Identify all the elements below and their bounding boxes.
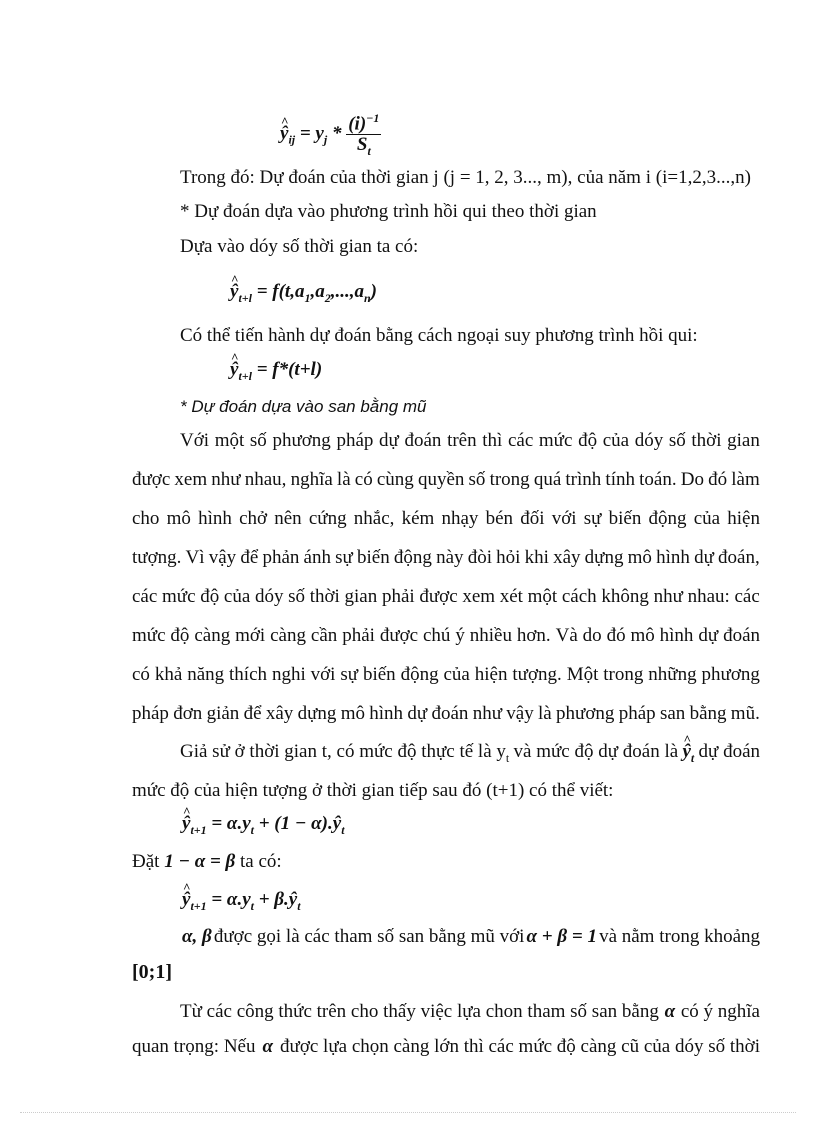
para-main-word: này [436,547,464,568]
formula1-num-sup: −1 [366,111,380,125]
para-main-word: nhiều [469,625,512,646]
formula4-lhs-sub: t+1 [190,822,207,837]
para-main-word: dự [407,703,428,724]
para-main-word: chở [239,508,268,529]
para-main-word: được [132,469,171,490]
formula4-lhs: ^ ŷ [182,812,190,836]
para-main-word: pháp [132,703,169,724]
para-main-word: thời [309,586,340,607]
para-main-line-8 [132,702,760,726]
para-main-word: sự [340,664,359,685]
para-main-word: mức [132,625,166,646]
para-main-word: ý [455,625,465,646]
para-main-word: mũ. [730,703,760,724]
para-main-word: dự [379,430,399,451]
para-main-word: với [551,508,577,529]
para-main-word: làm [731,469,760,490]
para-main-word: biến [357,547,390,568]
para-main-word: một [214,430,245,451]
formula1-fraction [346,108,381,161]
formula2-rhs: = f(t,a [256,281,305,302]
para-main-word: nhắc, [353,508,395,529]
para-main-word: thì [482,430,503,451]
alpha-beta-sym: α, β [182,926,212,947]
formula4-rhs: = α.y [211,813,251,834]
para-main-word: với [310,664,336,685]
para-main-word: nghĩa [290,469,333,490]
para-main-word: sự [583,508,602,529]
formula-regression [230,280,377,310]
final-a: Từ các công thức trên cho thấy việc lựa chon tham số san bằng [180,1001,659,1022]
para-main-word: chú [423,625,451,646]
para-main-word: nhau, [244,469,287,490]
para-main-word: các [507,430,534,451]
para-main-word: của [693,508,721,529]
para-main-word: là [538,703,552,724]
para-main-word: ánh [303,547,331,568]
para-main-word: một [527,586,558,607]
formula-forecast-ij [280,108,381,164]
gia-su-c: dự đoán [698,741,760,762]
para-main-word: phải [342,625,375,646]
formula2-c1: ,a [310,281,325,302]
para-main-word: động [400,664,439,685]
para-main-word: Với [180,430,210,451]
para-gia-su-line-1 [180,740,760,770]
para-main-word: độ [170,625,190,646]
formula1-mid-sub: j [323,132,328,147]
para-main-line-6 [132,624,760,648]
formula4-rs2: t [341,822,345,837]
para-main-word: hiện [727,508,760,529]
para-main-word: động [393,547,432,568]
para-main-word: xem [174,469,208,490]
para-main-word: toán. [639,469,677,490]
para-main-word: san [659,703,686,724]
para-main-word: đoán, [718,547,760,568]
heading-regression: * Dự đoán dựa vào phương trình hồi qui theo thời gian [180,201,597,222]
para-main-word: cứng [308,508,347,529]
para-main-word: dựng [584,547,624,568]
dat-expr: 1 − α = β [164,851,236,872]
para-main-word: tính [605,469,635,490]
para-main-word: có [132,664,150,685]
para-main-word: để [240,547,259,568]
para-main-word: Một [566,664,599,685]
para-main-word: trình [565,469,602,490]
formula1-lhs: ^ ŷ [280,110,288,158]
para-main-word: hiện [474,664,508,685]
para-main-word: hơn. [516,625,551,646]
formula-exp-smoothing [182,812,345,842]
formula1-star: * [331,122,342,144]
para-main-word: đoán [431,703,469,724]
para-main-word: sự [335,547,353,568]
para-main-word: mới [235,625,266,646]
para-main-line-3 [132,507,760,531]
para-main-line-2 [132,468,760,492]
formula2-sn: n [363,290,371,305]
para-final-line-2 [132,1035,760,1059]
para-main-word: nhạy [441,508,479,529]
formula5-lhs: ^ ŷ [182,888,190,912]
para-main-word: của [602,430,630,451]
formula3-rhs: = f*(t+l) [256,359,323,380]
formula3-lhs: ^ ŷ [230,358,238,382]
para-main-word: hình [656,547,690,568]
para-main-line-1 [180,429,760,453]
para-main-line-4 [132,546,760,570]
para-main-word: mô [627,547,652,568]
para-main-word: trong [603,664,644,685]
para-main-word: cho [132,508,160,529]
para-main-word: vậy [506,703,534,724]
para-main-word: cần [310,625,338,646]
gia-su-symsub: t [690,750,695,765]
page-bottom-divider [20,1112,796,1113]
para-main-word: Vì [185,547,205,568]
para-main-word: vậy [208,547,237,568]
formula5-rs1: t [250,898,254,913]
formula5-rhs: = α.y [211,889,251,910]
formula4-rs1: t [250,822,254,837]
para-main-word: càng [270,625,306,646]
para-main-word: tượng. [512,664,562,685]
para-main-word: Do [680,469,704,490]
para-main-word: quyền [417,469,465,490]
para-main-word: pháp [618,703,656,724]
para-main-word: thích [229,664,268,685]
para-main-word: các [132,586,158,607]
para-main-word: như [472,703,502,724]
para-main-word: biến [608,508,642,529]
para-main-word: mô [340,703,365,724]
final-b: có ý nghĩa [680,1001,760,1022]
para-main-word: phương [556,703,615,724]
final-sym-1: α [664,1001,676,1022]
para-main-word: là [336,469,351,490]
dat-tail: ta có: [240,851,282,872]
para-main-word: do [582,625,602,646]
para-main-word: như [653,586,683,607]
para-main-word: đòi [467,547,492,568]
para-main-word: động [648,508,687,529]
para-main-word: trong [489,469,530,490]
para-main-word: đoán [404,430,442,451]
para-main-word: tượng. [132,547,182,568]
para-main-word: hình [198,508,232,529]
para-main-word: xây [265,703,294,724]
para-main-word: khi [524,547,549,568]
gia-su-sym: ^ ŷ [682,740,690,764]
final-sym-2: α [262,1036,274,1057]
formula1-den: S [356,134,368,156]
para-main-word: dựng [297,703,337,724]
para-main-word: hỏi [496,547,521,568]
para-main-word: số [249,430,267,451]
para-main-word: thời [691,430,722,451]
formula1-den-sub: t [367,144,371,159]
formula4-rhs2: + (1 − α).ŷ [258,813,342,834]
para-main-word: để [243,703,262,724]
alpha-expr: α + β = 1 [526,926,597,947]
para-main-word: khả [154,664,183,685]
para-main-word: mức [162,586,196,607]
gia-su-a: Giả sử ở thời gian t, có mức độ thực tế là y [180,741,506,762]
formula-exp-smoothing-beta [182,888,301,918]
para-main-word: mức [538,430,573,451]
para-main-word: giản [206,703,240,724]
para-main-word: đơn [173,703,203,724]
para-main-word: cách [561,586,597,607]
final-c: quan trọng: Nếu [132,1036,256,1057]
formula5-lhs-sub: t+1 [190,898,207,913]
para-main-word: Và [555,625,578,646]
para-main-word: phương [701,664,760,685]
para-main-word: phương [272,430,331,451]
para-main-word: của [223,586,251,607]
formula-extrapolation [230,358,322,388]
formula1-num: (i) [348,113,367,135]
formula2-s1: 1 [304,290,311,305]
alpha-text-a: được gọi là các tham số san bằng mũ với [213,926,525,947]
para-main-word: có [354,469,373,490]
para-main-word: của [443,664,470,685]
para-main-word: năng [187,664,225,685]
para-main-word: đó [606,625,626,646]
para-main-word: dự [698,625,719,646]
para-main-line-7 [132,663,760,687]
para-main-word: xây [553,547,581,568]
para-main-word: càng [194,625,231,646]
para-main-word: kém [401,508,435,529]
para-main-word: bén [485,508,514,529]
para-main-word: bằng [689,703,727,724]
para-final-line-1 [180,1000,760,1024]
formula2-lhs-sub: t+l [238,290,252,305]
formula2-c2: ,...,a [330,281,364,302]
para-alpha-line-1 [182,925,760,949]
para-main-word: gian [344,586,378,607]
para-main-word: trên [447,430,477,451]
alpha-text-b: và nằm trong khoảng [599,926,760,947]
para-main-word: mô [630,625,655,646]
para-main-word: những [648,664,697,685]
para-main-word: các [734,586,760,607]
formula2-end: ) [370,281,377,302]
gia-su-b: và mức độ dự đoán là [513,741,679,762]
formula3-lhs-sub: t+l [238,368,252,383]
para-main-word: dóy [254,586,284,607]
line-dat [132,850,282,874]
formula1-mid: = y [299,122,324,144]
para-main-word: phải [381,586,415,607]
para-main-word: cùng [376,469,414,490]
para-main-word: biến [362,664,396,685]
gia-su-sub: t [505,750,510,765]
formula2-lhs: ^ ŷ [230,280,238,304]
line-co-the: Có thể tiến hành dự đoán bằng cách ngoại suy phương trình hồi qui: [180,325,698,346]
alpha-range: [0;1] [132,961,172,983]
para-main-word: gian [727,430,760,451]
para-main-word: không [601,586,649,607]
formula2-s2: 2 [324,290,331,305]
para-main-word: số [668,430,686,451]
para-main-word: đoán [723,625,760,646]
para-main-word: số [288,586,306,607]
heading-exponential: * Dự đoán dựa vào san bằng mũ [180,397,427,416]
para-main-word: dóy [634,430,664,451]
para-main-word: đối [520,508,545,529]
formula5-rs2: t [297,898,301,913]
para-trong-do: Trong đó: Dự đoán của thời gian j (j = 1, 2, 3..., m), của năm i (i=1,2,3...,n) [180,167,751,188]
para-main-line-5 [132,585,760,609]
para-main-word: xem [462,586,496,607]
para-main-word: được [419,586,458,607]
para-main-word: dự [694,547,714,568]
para-main-word: hình [369,703,404,724]
para-main-word: được [379,625,419,646]
para-main-word: nên [274,508,302,529]
para-main-word: mô [166,508,191,529]
para-gia-su-line-2: mức độ của hiện tượng ở thời gian tiếp sau đó (t+1) có thể viết: [132,780,614,801]
final-d: được lựa chọn càng lớn thì các mức độ càng cũ của dóy số thời [280,1036,760,1057]
para-main-word: số [468,469,486,490]
para-main-word: như [211,469,241,490]
dat-label: Đặt [132,851,160,872]
para-main-word: phản [262,547,300,568]
para-main-word: nhau: [687,586,730,607]
para-main-word: hình [659,625,694,646]
para-main-word: độ [578,430,598,451]
para-main-word: quá [533,469,562,490]
para-main-word: đó [708,469,728,490]
para-main-word: xét [499,586,523,607]
formula5-rhs2: + β.ŷ [258,889,298,910]
para-main-word: độ [200,586,220,607]
para-main-word: pháp [336,430,374,451]
line-dua-vao: Dựa vào dóy số thời gian ta có: [180,236,419,257]
para-main-word: nghi [271,664,306,685]
formula1-lhs-sub: ij [288,132,296,147]
